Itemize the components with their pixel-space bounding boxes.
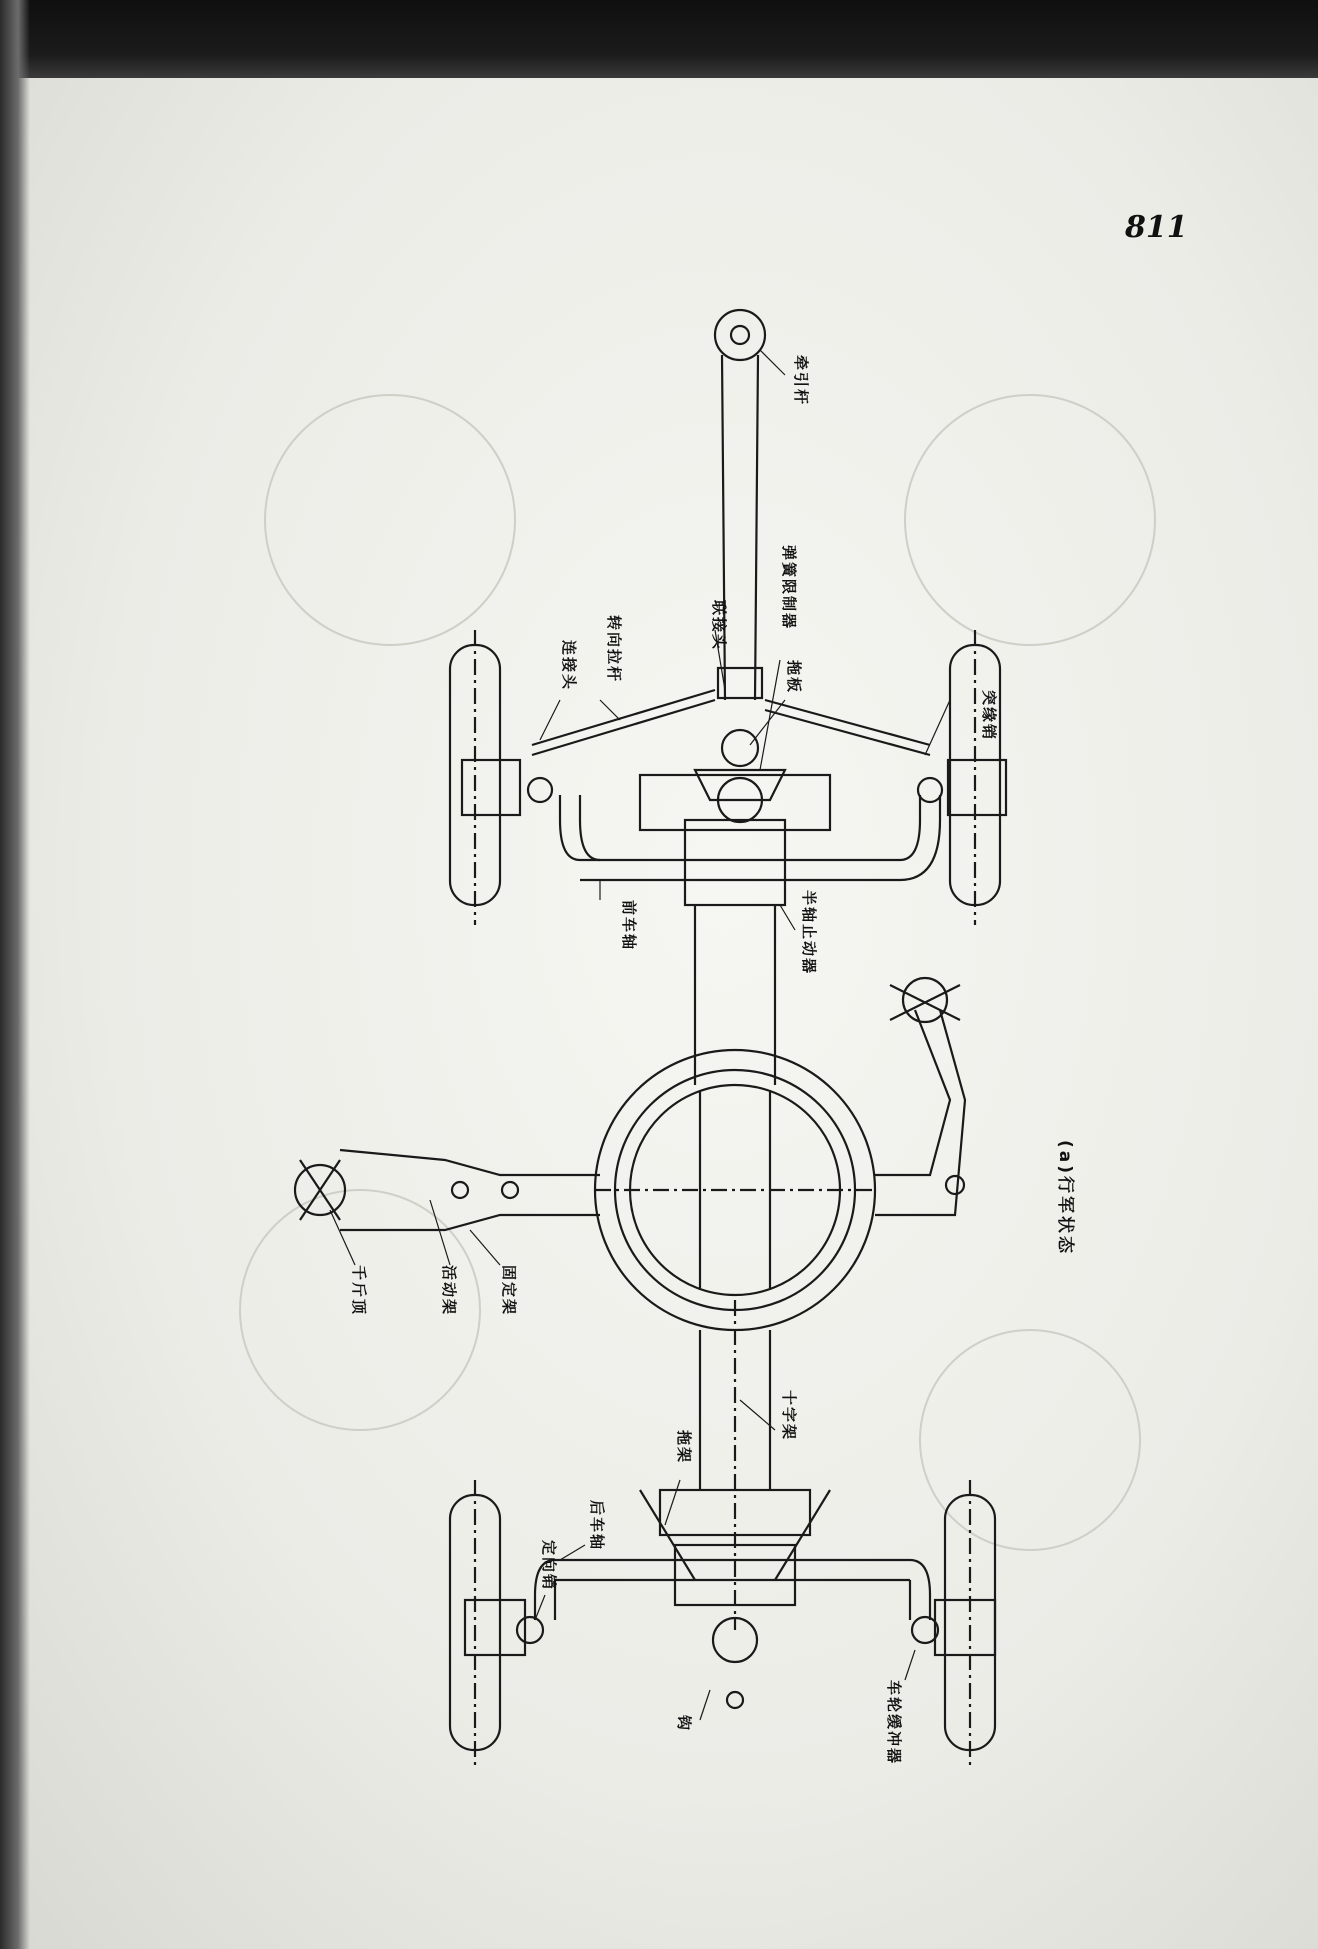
label-wheel-buffer: 车轮缓冲器: [885, 1680, 903, 1766]
rear-right-wheel: [912, 1480, 995, 1770]
label-screw-jack: 千斤顶: [350, 1265, 368, 1317]
right-outrigger: [875, 978, 965, 1215]
tie-rods: [532, 690, 930, 755]
page-number: 811: [1125, 210, 1188, 245]
rear-left-wheel: [450, 1480, 543, 1770]
label-knuckle-pin: 突缘销: [980, 690, 998, 742]
leader-lines: [330, 350, 950, 1720]
label-rear-hook: 钩: [675, 1715, 693, 1733]
label-movable-frame: 活动架: [440, 1265, 458, 1317]
label-front-axle: 前车轴: [620, 900, 638, 952]
figure-caption: (a)行军状态: [1055, 1140, 1075, 1257]
label-spring-limiter: 弹簧限制器: [780, 545, 798, 631]
front-axle: [528, 775, 942, 1085]
label-tow-bar: 牵引杆: [792, 355, 810, 407]
label-cross-beam: 十字架: [780, 1390, 798, 1442]
label-coupling-head-center: 联接头: [710, 600, 728, 652]
label-locating-pin: 定向销: [540, 1540, 558, 1592]
label-half-axle-stopper: 半轴止动器: [800, 890, 818, 976]
bleed-through-ghost: [240, 395, 1155, 1550]
front-right-wheel: [948, 630, 1006, 925]
label-drag-frame: 拖架: [675, 1430, 693, 1465]
label-tie-rod: 转向拉杆: [605, 615, 623, 684]
label-fixed-frame: 固定架: [500, 1265, 518, 1317]
label-coupling-head-left: 连接头: [560, 640, 578, 692]
label-drag-plate: 拖板: [785, 660, 803, 695]
label-rear-axle: 后车轴: [588, 1500, 606, 1552]
turntable: [595, 1050, 875, 1330]
coupling-head: [695, 668, 785, 800]
left-outrigger: [295, 1150, 600, 1230]
front-left-wheel: [450, 630, 520, 925]
